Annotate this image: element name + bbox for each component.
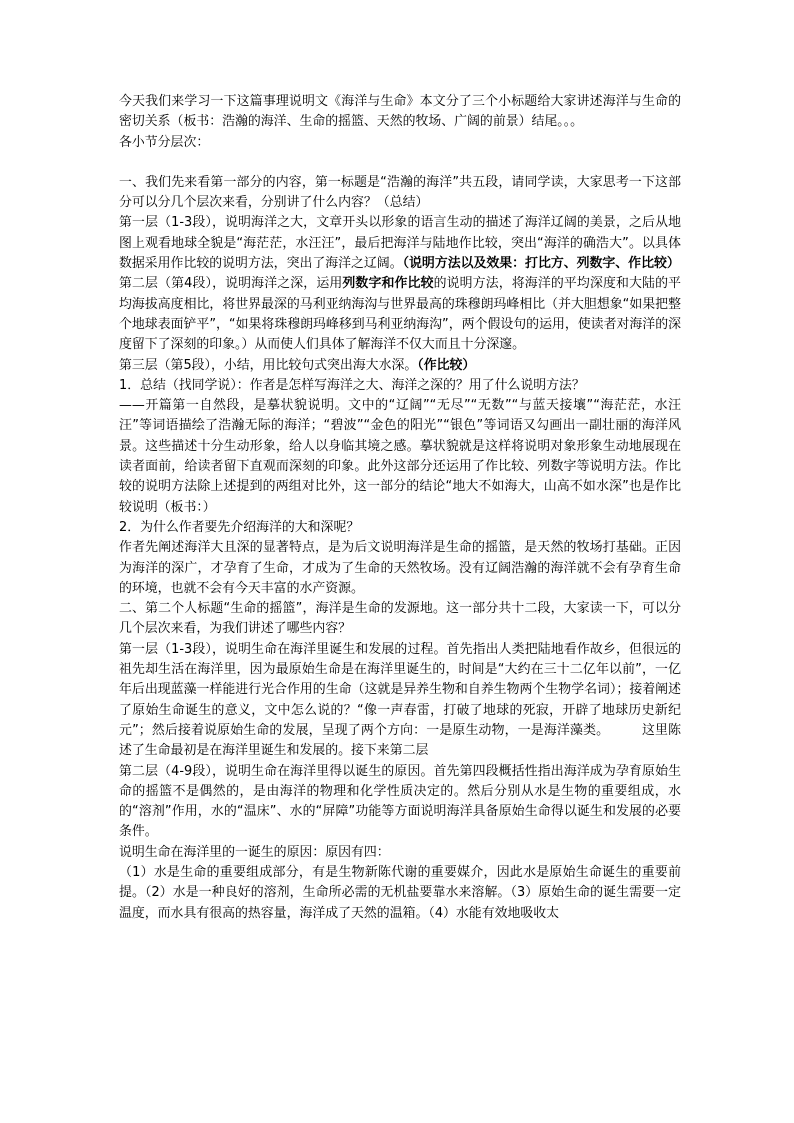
part1-layer3 <box>119 356 681 376</box>
document-page <box>119 92 681 924</box>
part1-layer1 <box>119 213 681 274</box>
part1-layer2-text-a: 第二层（第4段），说明海洋之深，运用 <box>119 276 343 292</box>
intro-paragraph: 今天我们来学习一下这篇事理说明文《海洋与生命》本文分了三个小标题给大家讲述海洋与生命的密切关系（板书：浩瀚的海洋、生命的摇篮、天然的牧场、广阔的前景）结尾。。。 <box>119 94 681 130</box>
part1-heading: 一、我们先来看第一部分的内容，第一标题是“浩瀚的海洋”共五段，请同学读，大家思考一下这部分可以分几个层次来看，分别讲了什么内容？（总结） <box>119 174 681 211</box>
part2-heading: 二、第二个人标题“生命的摇篮”，海洋是生命的发源地。这一部分共十二段，大家读一下，可以分几个层次来看，为我们讲述了哪些内容？ <box>119 601 681 637</box>
intro-subtitle: 各小节分层次： <box>119 134 210 150</box>
part2-layer1: 第一层（1-3段），说明生命在海洋里诞生和发展的过程。首先指出人类把陆地看作故乡，但很远的祖先却生活在海洋里，因为最原始生命是在海洋里诞生的，时间是“大约在三十二亿年以前”，一亿年后出现蓝藻一样能进行光合作用的生命（这就是异养生物和自养生物两个生物学名词）；接着阐述了原始生命诞生的意义，文中怎么说的？“像一声春雷，打破了地球的死寂，开辟了地球历史新纪元”；然后接着说原始生命的发展，呈现了两个方向：一是原生动物，一是海洋藻类。 这里陈述了生命最初是在海洋里诞生和发展的。接下来第二层 <box>119 641 681 759</box>
part1-layer1-note: （说明方法以及效果：打比方、列数字、作比较） <box>402 256 680 272</box>
part1-question-2: 2．为什么作者要先介绍海洋的大和深呢？ <box>119 519 360 535</box>
part1-layer3-text: 第三层（第5段），小结，用比较句式突出海大水深。 <box>119 357 418 373</box>
part1-layer2-bold: 列数字和作比较 <box>342 276 434 292</box>
part2-layer2: 第二层（4-9段），说明生命在海洋里得以诞生的原因。首先第四段概括性指出海洋成为孕育原始生命的摇篮不是偶然的，是由海洋的物理和化学性质决定的。然后分别从水是生物的重要组成，水的“溶剂”作用，水的“温床”、水的“屏障”功能等方面说明海洋具备原始生命得以诞生和发展的必要条件。 <box>119 763 681 840</box>
part2-reasons-intro: 说明生命在海洋里的一诞生的原因：原因有四： <box>119 844 390 860</box>
part1-answer-2: 作者先阐述海洋大且深的显著特点，是为后文说明海洋是生命的摇篮，是天然的牧场打基础。正因为海洋的深广，才孕育了生命，才成为了生命的天然牧场。没有辽阔浩瀚的海洋就不会有孕育生命的环境，也就不会有今天丰富的水产资源。 <box>119 540 681 596</box>
part1-question-1: 1．总结（找同学说）：作者是怎样写海洋之大、海洋之深的？用了什么说明方法？ <box>119 377 585 393</box>
part1-layer3-note: （作比较） <box>417 357 476 373</box>
part1-answer-1: ——开篇第一自然段，是摹状貌说明。文中的“辽阔”“无尽”“无数”“与蓝天接壤”“海茫茫，水汪汪”等词语描绘了浩瀚无际的海洋；“碧波”“金色的阳光”“银色”等词语又勾画出一副壮丽的海洋风景。这些描述十分生动形象，给人以身临其境之感。摹状貌就是这样将说明对象形象生动地展现在读者面前，给读者留下直观而深刻的印象。此外这部分还运用了作比较、列数字等说明方法。作比较的说明方法除上述提到的两组对比外，这一部分的结论“地大不如海大，山高不如水深”也是作比较说明（板书：） <box>119 398 681 515</box>
part1-layer2 <box>119 274 681 355</box>
part1-layer1-text: 第一层（1-3段），说明海洋之大，文章开头以形象的语言生动的描述了海洋辽阔的美景，之后从地图上观看地球全貌是“海茫茫，水汪汪”，最后把海洋与陆地作比较，突出“海洋的确浩大”。以具体数据采用作比较的说明方法，突出了海洋之辽阔。 <box>119 215 681 272</box>
blank-line <box>119 153 681 173</box>
part1-layer2-text-b: 的说明方法，将海洋的平均深度和大陆的平均海拔高度相比，将世界最深的马利亚纳海沟与世界最高的珠穆朗玛峰相比（并大胆想象“如果把整个地球表面铲平”，“如果将珠穆朗玛峰移到马利亚纳海沟”，两个假设句的运用，使读者对海洋的深度留下了深刻的印象。）从而使人们具体了解海洋不仅大而且十分深邃。 <box>119 276 682 353</box>
part2-reasons: （1）水是生命的重要组成部分，有是生物新陈代谢的重要媒介，因此水是原始生命诞生的重要前提。（2）水是一种良好的溶剂，生命所必需的无机盐要靠水来溶解。（3）原始生命的诞生需要一定温度，而水具有很高的热容量，海洋成了天然的温箱。（4）水能有效地吸收太 <box>119 864 681 921</box>
